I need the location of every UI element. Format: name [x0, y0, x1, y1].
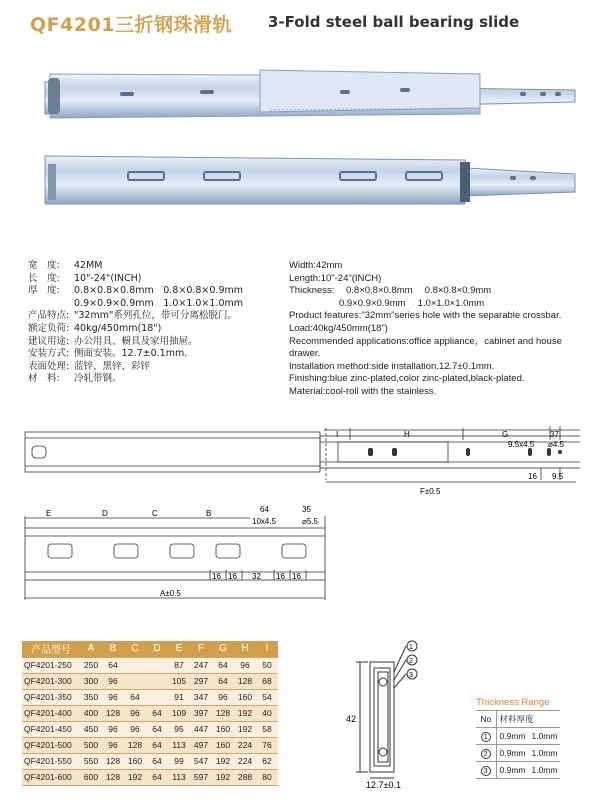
spec-value: 侧面安装。12.7±0.1mm.: [74, 348, 188, 360]
spec-thickness-label: Thickness:: [289, 285, 335, 297]
spec-label: 材 料:: [28, 373, 60, 385]
dim-hole-bottom: ⌀5.5: [302, 517, 318, 526]
dim-hole-top: ⌀4.5: [548, 440, 564, 449]
col-header: B: [102, 641, 124, 657]
table-row: [22, 705, 278, 721]
dimension-cell: 113: [168, 769, 190, 785]
table-row: [22, 753, 278, 769]
thickness-range-table: [476, 710, 560, 779]
product-title-en: 3-Fold steel ball bearing slide: [268, 13, 520, 31]
dimension-cell: 600: [80, 769, 102, 785]
profile-height: 42: [346, 714, 357, 724]
dimension-cell: 113: [168, 737, 190, 753]
dimension-cell: 64: [146, 769, 168, 785]
spec-length: Length:10"-24"(INCH): [289, 272, 382, 284]
dimension-cell: 64: [146, 705, 168, 721]
dimension-cell: 64: [146, 737, 168, 753]
dimension-cell: 58: [256, 721, 278, 737]
dimension-cell: 497: [190, 737, 212, 753]
spec-load: Load:40kg/450mm(18"): [289, 322, 388, 334]
table-row: [22, 721, 278, 737]
dimension-cell: 224: [234, 753, 256, 769]
dimension-cell: 397: [190, 705, 212, 721]
dimension-cell: 96: [102, 689, 124, 705]
spec-applications: Recommended applications:office appliance，cabinet and house drawer.: [289, 335, 562, 360]
model-name-cell: QF4201-500: [22, 737, 80, 753]
dim-16-c: 16: [276, 572, 285, 581]
spec-list-en: [289, 260, 589, 399]
dimension-cell: 105: [168, 673, 190, 689]
dimension-cell: 76: [256, 737, 278, 753]
dimension-cell: 96: [102, 721, 124, 737]
dimension-cell: 128: [234, 673, 256, 689]
thickness-value: 1.0mm: [528, 762, 560, 779]
table-row: [22, 737, 278, 753]
spec-value: 40kg/450mm(18"): [74, 322, 162, 334]
thickness-no-header: No: [476, 711, 496, 728]
dimension-cell: 87: [168, 657, 190, 673]
dimension-cell: [124, 673, 146, 689]
dimension-cell: 224: [234, 737, 256, 753]
dimension-cell: 91: [168, 689, 190, 705]
spec-value: 0.9×0.9×0.9mm 1.0×1.0×1.0mm: [74, 297, 244, 309]
thickness-value: 0.9mm: [496, 762, 528, 779]
spec-value: 冷轧带钢。: [74, 373, 122, 385]
dimension-cell: 160: [212, 721, 234, 737]
spec-width: Width:42mm: [289, 260, 343, 271]
profile-marker-2: 2: [409, 658, 413, 665]
model-name-cell: QF4201-400: [22, 705, 80, 721]
dim-label-i: I: [336, 430, 339, 439]
thickness-row-number: 2: [481, 749, 491, 759]
dimension-cell: 64: [124, 689, 146, 705]
dim-16-top: 16: [528, 472, 537, 481]
model-name-cell: QF4201-300: [22, 673, 80, 689]
spec-installation: Installation method:side installation.12.7±0.1mm.: [289, 360, 495, 372]
spec-label: 建议用途:: [28, 335, 70, 347]
thickness-col-header: 材料厚度: [496, 711, 560, 728]
dimension-cell: 64: [146, 721, 168, 737]
thickness-value: 1.0mm: [528, 728, 560, 745]
dimension-cell: 160: [234, 689, 256, 705]
spec-thickness-2: 0.9×0.9×0.9mm 1.0×1.0×1.0mm: [339, 297, 485, 309]
slide-photo-extended: [40, 56, 580, 128]
profile-cross-section: [340, 638, 460, 788]
spec-material: Material:cool-roll with the stainless.: [289, 385, 437, 397]
dimension-cell: 40: [256, 705, 278, 721]
table-row: [22, 689, 278, 705]
col-header: A: [80, 641, 102, 657]
dimension-cell: 550: [80, 753, 102, 769]
dim-slot-top: 9.5x4.5: [508, 440, 535, 449]
profile-width: 12.7±0.1: [366, 780, 401, 788]
dimension-cell: 297: [190, 673, 212, 689]
spec-label: 宽 度:: [28, 260, 60, 271]
spec-label: 额定负荷:: [28, 322, 70, 334]
model-name-cell: QF4201-450: [22, 721, 80, 737]
spec-thickness-1: 0.8×0.8×0.8mm 0.8×0.8×0.9mm: [346, 285, 492, 297]
thickness-value: 1.0mm: [528, 745, 560, 762]
dimension-cell: 62: [256, 753, 278, 769]
dimension-cell: 54: [256, 689, 278, 705]
model-name-cell: QF4201-250: [22, 657, 80, 673]
dimension-cell: 500: [80, 737, 102, 753]
col-header: E: [168, 641, 190, 657]
dimension-cell: 400: [80, 705, 102, 721]
product-title-cn: QF4201三折钢珠滑轨: [30, 14, 233, 36]
spec-value: 办公用具、橱具及家用抽屉。: [74, 335, 198, 347]
dimension-cell: 96: [102, 737, 124, 753]
col-header: H: [234, 641, 256, 657]
dimension-cell: 597: [190, 769, 212, 785]
dimension-cell: 80: [256, 769, 278, 785]
dimension-cell: 192: [124, 769, 146, 785]
spec-value: 42MM: [74, 260, 103, 271]
dimension-cell: 68: [256, 673, 278, 689]
dimension-cell: 160: [212, 737, 234, 753]
dim-label-d: D: [102, 509, 108, 518]
col-header: C: [124, 641, 146, 657]
dimension-cell: 99: [168, 753, 190, 769]
dimension-cell: 64: [102, 657, 124, 673]
dimension-cell: 192: [234, 721, 256, 737]
dim-35: 35: [302, 505, 311, 514]
model-name-cell: QF4201-350: [22, 689, 80, 705]
dimension-cell: 547: [190, 753, 212, 769]
top-rail-outline: [25, 426, 580, 482]
dimension-cell: 96: [102, 673, 124, 689]
dimension-cell: 450: [80, 721, 102, 737]
dim-slot-bottom: 10x4.5: [252, 517, 277, 526]
spec-label: 表面处理:: [28, 360, 70, 372]
spec-label: 产品特点:: [28, 310, 70, 322]
dimension-cell: 109: [168, 705, 190, 721]
dimension-cell: 128: [124, 737, 146, 753]
col-header: D: [146, 641, 168, 657]
col-header: F: [190, 641, 212, 657]
dimension-cell: 192: [234, 705, 256, 721]
dimension-cell: 95: [168, 721, 190, 737]
dimension-cell: 447: [190, 721, 212, 737]
table-row: [22, 657, 278, 673]
spec-label: 厚 度:: [28, 285, 60, 297]
dimension-cell: 96: [124, 721, 146, 737]
dim-9-5: 9.5: [552, 472, 564, 481]
thickness-value: 0.9mm: [496, 745, 528, 762]
dimension-cell: 160: [124, 753, 146, 769]
dim-label-h: H: [404, 430, 410, 439]
dim-32: 32: [252, 572, 261, 581]
dimension-cell: 192: [212, 769, 234, 785]
col-header: G: [212, 641, 234, 657]
slide-photo-closed: [40, 150, 580, 210]
dimension-cell: 350: [80, 689, 102, 705]
col-header: 产品型号: [22, 641, 80, 657]
dimension-cell: 250: [80, 657, 102, 673]
models-table-header: [22, 641, 278, 657]
dim-label-e: E: [46, 509, 52, 518]
dimension-cell: 288: [234, 769, 256, 785]
profile-marker-3: 3: [409, 672, 413, 679]
thickness-range-title: Thickness Range: [476, 697, 550, 708]
thickness-value: 0.9mm: [496, 728, 528, 745]
dimension-cell: 96: [124, 705, 146, 721]
dimension-cell: 64: [146, 753, 168, 769]
dimension-cell: 96: [212, 689, 234, 705]
spec-list-cn: [28, 260, 278, 386]
dim-16-a: 16: [212, 572, 221, 581]
dimension-cell: 64: [212, 673, 234, 689]
dimension-cell: 128: [102, 753, 124, 769]
dimension-cell: 96: [234, 657, 256, 673]
dimension-cell: 50: [256, 657, 278, 673]
dimension-cell: 247: [190, 657, 212, 673]
thickness-row-number: 1: [481, 732, 491, 742]
dim-label-g: G: [502, 430, 509, 439]
dimension-cell: 128: [212, 705, 234, 721]
dim-37: 37: [550, 430, 559, 439]
dimension-cell: 300: [80, 673, 102, 689]
bottom-rail-outline: [25, 516, 325, 600]
dim-label-c: C: [152, 509, 158, 518]
dimension-cell: 128: [102, 769, 124, 785]
spec-features: Product features:"32mm"series hole with the separable crossbar.: [289, 310, 562, 322]
dim-64: 64: [260, 505, 269, 514]
thickness-row-number: 3: [481, 766, 491, 776]
dimension-cell: 192: [212, 753, 234, 769]
dim-16-b: 16: [228, 572, 237, 581]
model-name-cell: QF4201-600: [22, 769, 80, 785]
col-header: I: [256, 641, 278, 657]
spec-finishing: Finishing:blue zinc-plated,color zinc-plated,black-plated.: [289, 373, 525, 385]
spec-value: 蓝锌、黑锌、彩锌: [74, 360, 151, 372]
profile-marker-1: 1: [409, 644, 413, 651]
technical-drawing: [20, 420, 580, 610]
table-row: [22, 673, 278, 689]
dimension-cell: [146, 689, 168, 705]
spec-value: 0.8×0.8×0.8mm 0.8×0.8×0.9mm: [74, 285, 244, 297]
spec-label: 长 度:: [28, 272, 60, 284]
dimension-cell: [146, 673, 168, 689]
dimension-cell: 347: [190, 689, 212, 705]
dimension-cell: 64: [212, 657, 234, 673]
dim-a: A±0.5: [160, 589, 181, 598]
dim-16-d: 16: [292, 572, 301, 581]
dim-f: F±0.5: [420, 487, 441, 496]
spec-value: 10"-24"(INCH): [74, 272, 142, 284]
spec-label: 安装方式:: [28, 348, 70, 360]
model-name-cell: QF4201-550: [22, 753, 80, 769]
table-row: [22, 769, 278, 785]
dimension-cell: 128: [102, 705, 124, 721]
models-table: [22, 641, 278, 786]
dimension-cell: [124, 657, 146, 673]
spec-value: "32mm"系列孔位，带可分离松脱门。: [74, 310, 237, 322]
dimension-cell: [146, 657, 168, 673]
dim-label-b: B: [206, 509, 212, 518]
